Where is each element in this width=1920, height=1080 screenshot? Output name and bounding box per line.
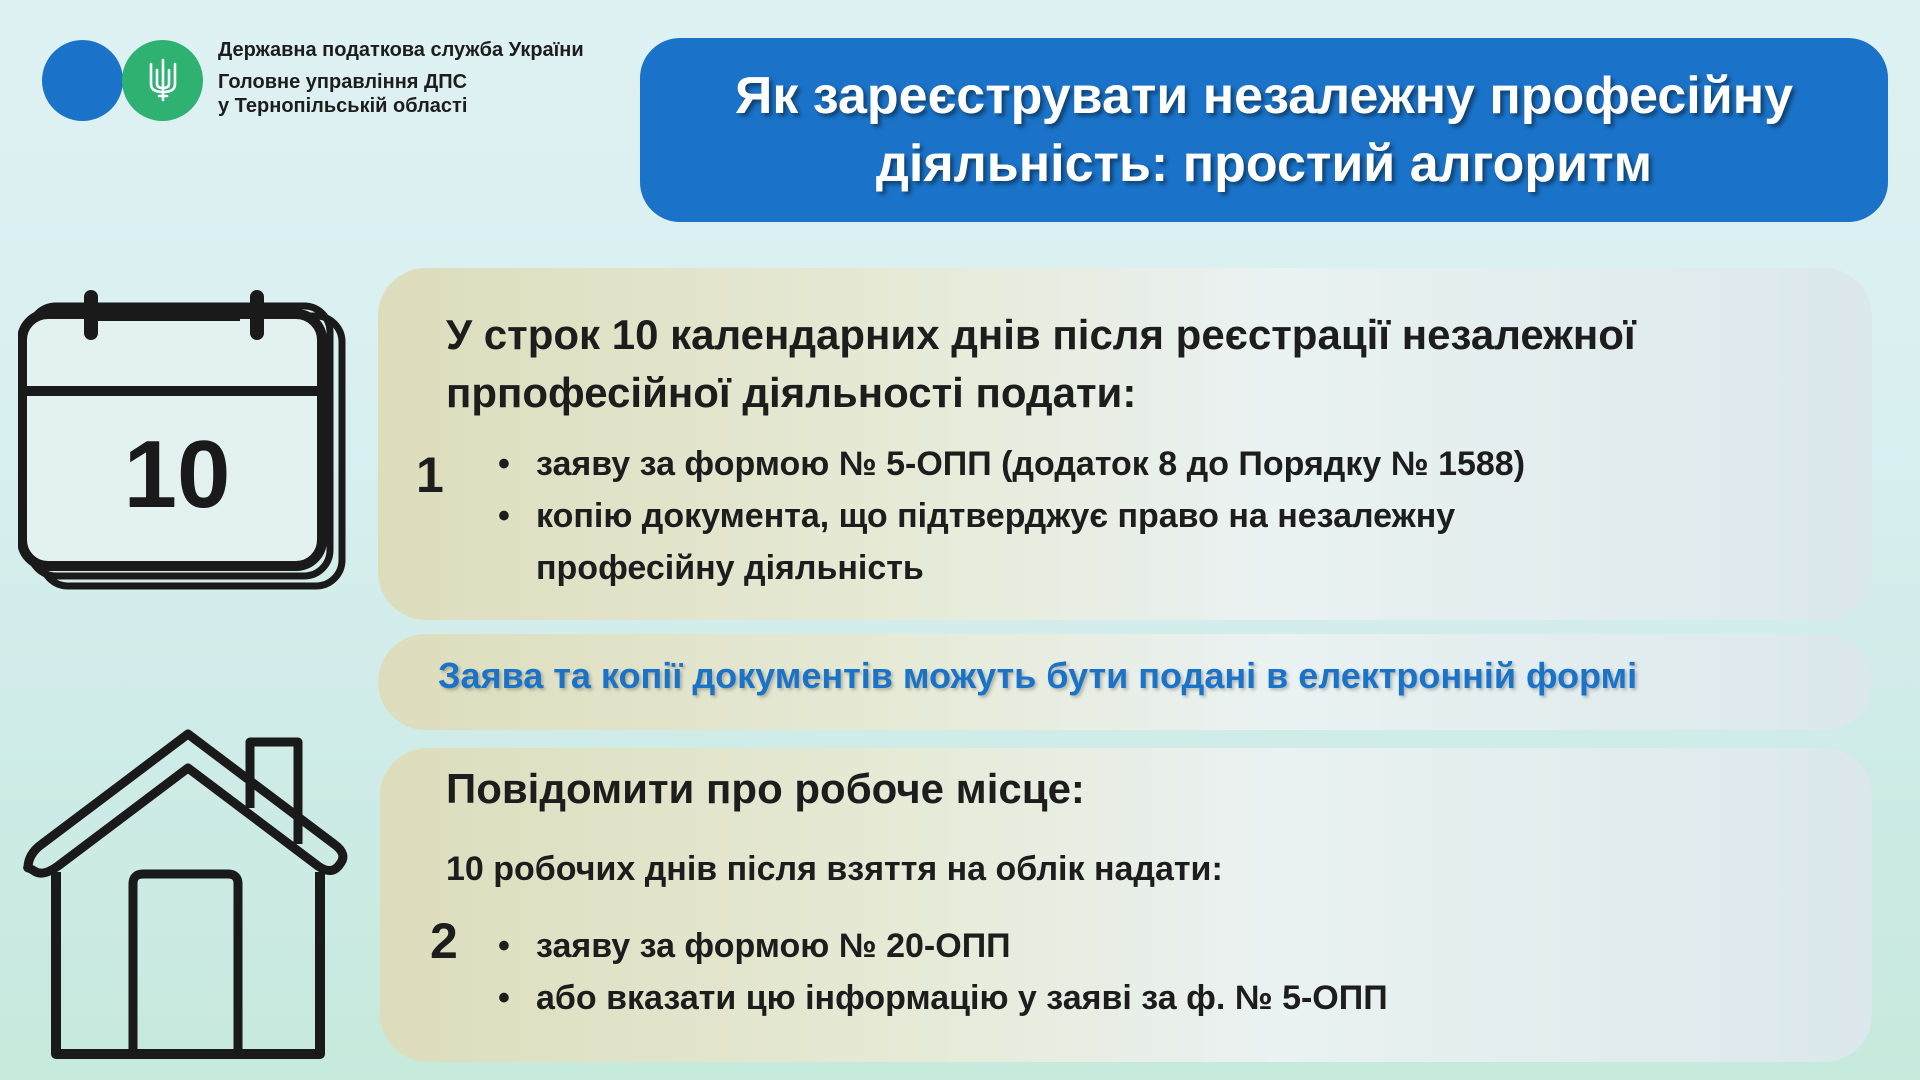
step-2-bullet-2: • або вказати цю інформацію у заяві за ф. № 5-ОПП: [494, 972, 1694, 1024]
step-2-bullet-1: • заяву за формою № 20-ОПП: [494, 920, 1694, 972]
calendar-day-number: 10: [123, 421, 231, 528]
house-icon: [18, 726, 358, 1066]
dps-logo: [42, 40, 202, 122]
step-1-number: 1: [416, 447, 444, 503]
step-2-number: 2: [430, 913, 458, 969]
step-2-heading: Повідомити про робоче місце:: [446, 765, 1085, 812]
page-title: Як зареєструвати незалежну професійну діяльність: простий алгоритм: [734, 67, 1794, 193]
step-1-bullet-2: • копію документа, що підтверджує право на незалежну професійну діяльність: [494, 490, 1596, 594]
electronic-form-note: Заява та копії документів можуть бути подані в електронній формі: [438, 655, 1638, 696]
step-2-bullets: [494, 920, 1694, 1024]
step-1-bullet-1: • заяву за формою № 5-ОПП (додаток 8 до Порядку № 1588): [494, 438, 1694, 490]
step-2-subheading: 10 робочих днів після взяття на облік надати:: [446, 850, 1223, 888]
step-1-bullets: [494, 438, 1694, 594]
logo-blue-circle: [42, 40, 123, 121]
org-line-3: у Тернопільській області: [218, 95, 468, 117]
org-line-1: Державна податкова служба України: [218, 39, 584, 61]
step-1-heading: У строк 10 календарних днів після реєстрації незалежної прпофесійної діяльності подати:: [446, 311, 1636, 416]
trident-icon: [147, 58, 179, 102]
org-line-2: Головне управління ДПС: [218, 71, 468, 93]
organization-name: [218, 38, 584, 118]
page-title-banner: [640, 38, 1888, 222]
